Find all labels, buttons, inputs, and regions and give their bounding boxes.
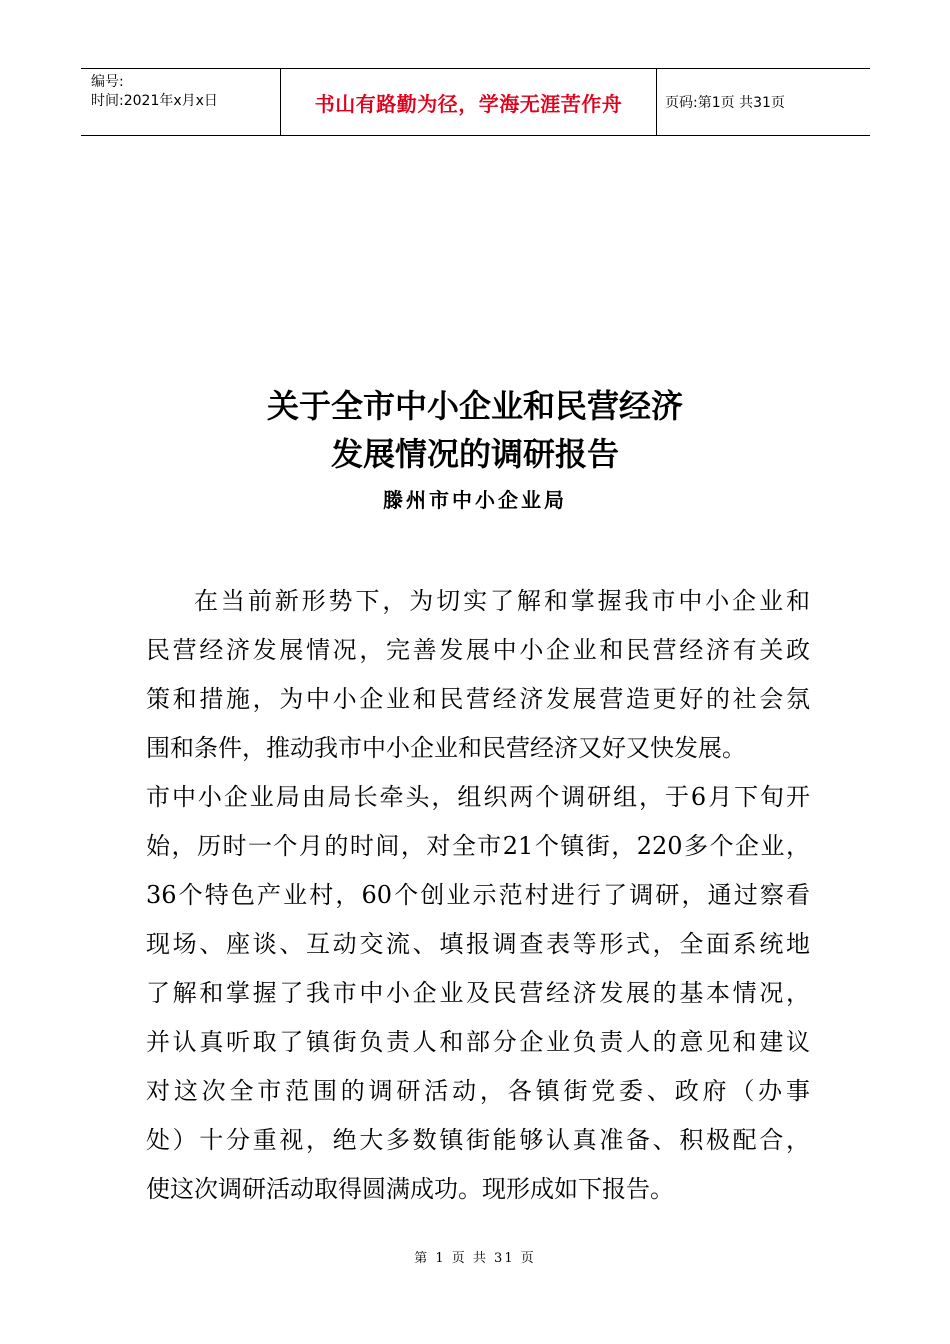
document-time-label: 时间:2021年x月x日 <box>91 93 218 109</box>
header-motto: 书山有路勤为径，学海无涯苦作舟 <box>281 69 657 135</box>
page-header <box>81 68 870 136</box>
body-line: 市中小企业局由局长牵头，组织两个调研组，于6月下旬开 <box>146 783 810 811</box>
body-line: 处）十分重视，绝大多数镇街能够认真准备、积极配合， <box>146 1126 810 1154</box>
page-footer-number: 第 1 页 共 31 页 <box>414 1251 536 1266</box>
body-line: 民营经济发展情况，完善发展中小企业和民营经济有关政 <box>146 636 810 664</box>
body-line: 在当前新形势下，为切实了解和掌握我市中小企业和 <box>194 587 810 615</box>
body-line: 使这次调研活动取得圆满成功。现形成如下报告。 <box>146 1175 674 1203</box>
body-line: 始，历时一个月的时间，对全市21个镇街，220多个企业， <box>146 832 810 860</box>
body-line: 并认真听取了镇街负责人和部分企业负责人的意见和建议 <box>146 1028 810 1056</box>
body-line: 了解和掌握了我市中小企业及民营经济发展的基本情况， <box>146 979 810 1007</box>
body-line: 策和措施，为中小企业和民营经济发展营造更好的社会氛 <box>146 685 810 713</box>
document-author: 滕州市中小企业局 <box>383 488 567 512</box>
document-title-line-1: 关于全市中小企业和民营经济 <box>266 387 683 425</box>
header-meta <box>81 69 281 135</box>
document-title-line-2: 发展情况的调研报告 <box>330 435 619 473</box>
body-line: 现场、座谈、互动交流、填报调查表等形式，全面系统地 <box>146 930 810 958</box>
header-page-info: 页码:第1页 共31页 <box>665 95 785 111</box>
body-line: 对这次全市范围的调研活动，各镇街党委、政府（办事 <box>146 1077 810 1105</box>
body-line: 36个特色产业村，60个创业示范村进行了调研，通过察看 <box>146 881 810 909</box>
body-paragraph <box>146 577 810 1214</box>
body-line: 围和条件，推动我市中小企业和民营经济又好又快发展。 <box>146 734 746 762</box>
document-number-label: 编号: <box>91 74 124 90</box>
